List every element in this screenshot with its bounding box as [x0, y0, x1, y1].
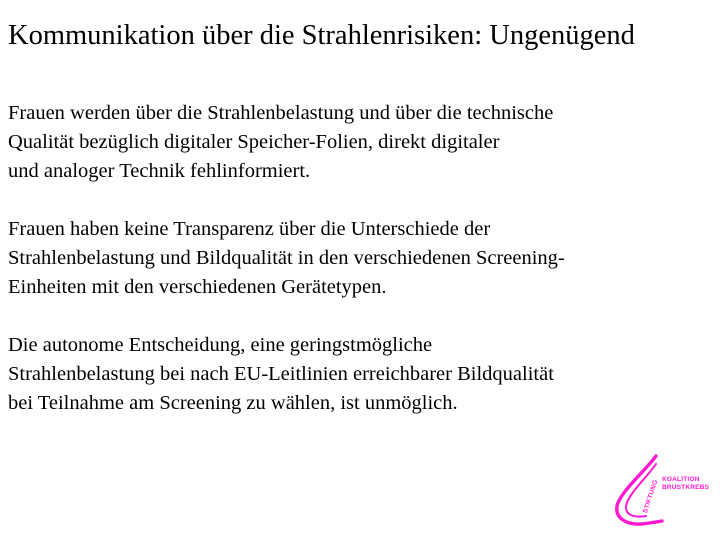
- paragraph-line: und analoger Technik fehlinformiert.: [8, 160, 311, 182]
- paragraph-misinformation: [8, 99, 716, 186]
- paragraph-line: Frauen werden über die Strahlenbelastung und über die technische: [8, 102, 554, 124]
- slide-title: Kommunikation über die Strahlenrisiken: Ungenügend: [8, 20, 635, 51]
- paragraph-line: Qualität bezüglich digitaler Speicher-Folien, direkt digitaler: [8, 131, 500, 153]
- paragraph-line: Strahlenbelastung bei nach EU-Leitlinien erreichbarer Bildqualität: [8, 363, 554, 385]
- slide-body: [8, 99, 716, 447]
- paragraph-line: Einheiten mit den verschiedenen Gerätetypen.: [8, 276, 387, 298]
- paragraph-transparency: [8, 215, 716, 302]
- paragraph-autonomy: [8, 331, 716, 418]
- paragraph-line: bei Teilnahme am Screening zu wählen, ist unmöglich.: [8, 392, 458, 414]
- paragraph-line: Die autonome Entscheidung, eine geringstmögliche: [8, 334, 433, 356]
- logo-word-stiftung: STIFTUNG: [642, 478, 660, 515]
- paragraph-line: Frauen haben keine Transparenz über die Unterschiede der: [8, 218, 491, 240]
- stiftung-logo: [612, 452, 716, 530]
- logo-word-brustkrebs: BRUSTKREBS: [662, 484, 710, 491]
- paragraph-line: Strahlenbelastung und Bildqualität in den verschiedenen Screening-: [8, 247, 565, 269]
- logo-word-koalition: KOALITION: [662, 476, 700, 483]
